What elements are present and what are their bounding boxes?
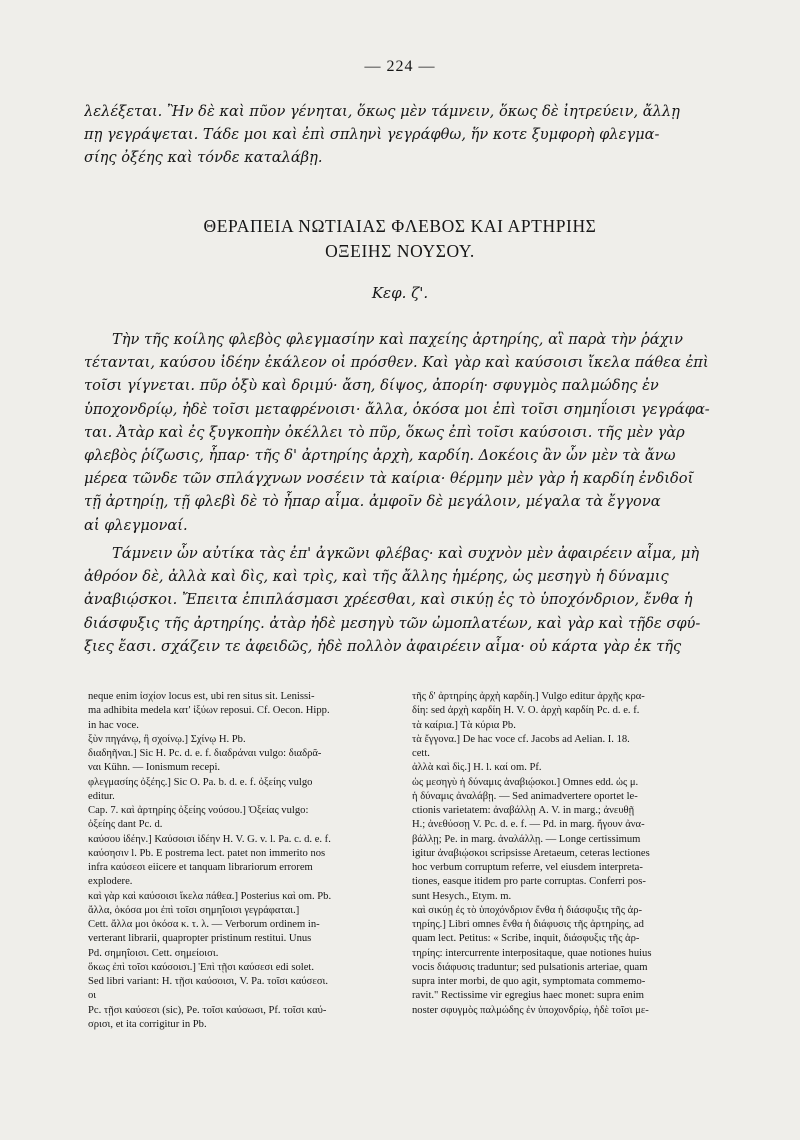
text-line: σίης ὀξέης καὶ τόνδε καταλάβῃ. bbox=[84, 149, 323, 167]
footnote-line: H.; ἀνεθύσσῃ V. Pc. d. e. f. — Pd. in marg. ἤγουν ἀνα- bbox=[412, 819, 645, 831]
footnote-line: καὶ γὰρ καὶ καύσοισι ἴκελα πάθεα.] Posterius καὶ om. Pb. bbox=[88, 890, 332, 902]
footnote-line: Pd. σημηΐοισι. Cett. σημείοισι. bbox=[88, 947, 219, 959]
footnote-line: supra inter morbi, de quo agit, symptomata commemo- bbox=[412, 976, 646, 987]
text-line: ἀθρόον δὲ, ἀλλὰ καὶ δὶς, καὶ τρὶς, καὶ τῆς ἄλλης ἡμέρης, ὡς μεσηγὺ ἡ δύναμις bbox=[84, 568, 669, 586]
footnote-line: sunt Hesych., Etym. m. bbox=[412, 890, 512, 902]
heading-line: ΟΞΕΙΗΣ ΝΟΥΣΟΥ. bbox=[325, 241, 475, 261]
footnote-line: ξὺν πηγάνῳ, ἢ σχοίνῳ.] Σχίνῳ H. Pb. bbox=[88, 733, 246, 745]
text-line: ἀναβιῴσκοι. Ἔπειτα ἐπιπλάσμασι χρέεσθαι, καὶ σικύῃ ἐς τὸ ὑποχόνδριον, ἔνθα ἡ bbox=[84, 591, 693, 609]
footnote-line: σρισι, et ita corrigitur in Pb. bbox=[88, 1018, 207, 1030]
footnote-line: cett. bbox=[412, 748, 430, 759]
text-line: Τὴν τῆς κοίλης φλεβὸς φλεγμασίην καὶ παχείης ἀρτηρίης, αἳ παρὰ τὴν ῥάχιν bbox=[112, 331, 684, 348]
footnote-line: ctionis varietatem: ἀναβάλλῃ A. V. in marg.; ἀνευθῇ bbox=[412, 805, 635, 816]
footnote-line: Cap. 7. καὶ ἀρτηρίης ὀξείης νούσου.] Ὀξείας vulgo: bbox=[88, 805, 309, 816]
footnotes-right-column bbox=[412, 690, 742, 1018]
footnote-line: ὅκως ἐπὶ τοῖσι καύσοισι.] Ἐπὶ τῇσι καύσεσι edi solet. bbox=[88, 961, 314, 973]
footnote-line: ἄλλα, ὁκόσα μοι ἐπὶ τοῖσι σημηΐοισι γεγράφαται.] bbox=[88, 904, 300, 916]
footnote-line: φλεγμασίης ὀξέης.] Sic O. Pa. b. d. e. f. ὀξείης vulgo bbox=[88, 776, 313, 788]
footnote-line: καὶ σικύῃ ἐς τὸ ὑποχόνδριον ἔνθα ἡ διάσφυξις τῆς ἀρ- bbox=[412, 904, 643, 916]
footnote-line: τὰ ἔγγονα.] De hac voce cf. Jacobs ad Aelian. I. 18. bbox=[412, 733, 630, 745]
heading-line: ΘΕΡΑΠΕΙΑ ΝΩΤΙΑΙΑΣ ΦΛΕΒΟΣ ΚΑΙ ΑΡΤΗΡΙΗΣ bbox=[203, 216, 597, 236]
footnote-line: διαδηῆναι.] Sic H. Pc. d. e. f. διαδράναι vulgo: διαδρᾶ- bbox=[88, 748, 322, 759]
footnote-line: ma adhibita medela κατ' ἰξύων reposui. Cf. Oecon. Hipp. bbox=[88, 705, 330, 717]
footnote-line: ὀξείης dant Pc. d. bbox=[88, 819, 163, 831]
text-line: ὑποχονδρίῳ, ἠδὲ τοῖσι μεταφρένοισι· ἄλλα, ὁκόσα μοι ἐπὶ τοῖσι σημηΐοισι γεγράφα- bbox=[84, 400, 710, 418]
page-number: — 224 — bbox=[364, 58, 436, 75]
footnote-line: in hac voce. bbox=[88, 719, 139, 731]
footnote-line: verterant librarii, quapropter pristinum restitui. Unus bbox=[88, 933, 312, 945]
footnote-line: infra καύσεσι eiicere et tanquam librariorum errorem bbox=[88, 862, 313, 873]
footnote-line: ἡ δύναμις ἀναλάβῃ. — Sed animadvertere oportet le- bbox=[412, 790, 638, 802]
footnote-line: τηρίης.] Libri omnes ἔνθα ἡ διάφυσις τῆς ἀρτηρίης, ad bbox=[412, 919, 644, 930]
text-line: ται. Ἀτὰρ καὶ ἐς ξυγκοπὴν ὀκέλλει τὸ πῦρ, ὅκως ἐπὶ τοῖσι καύσοισι. τῆς μὲν γὰρ bbox=[84, 423, 685, 441]
footnote-line: explodere. bbox=[88, 876, 133, 888]
footnote-line: ravit." Rectissime vir egregius haec monet: supra enim bbox=[412, 990, 645, 1002]
text-line: τοῖσι γίγνεται. πῦρ ὀξὺ καὶ δριμύ· ἄση, δίψος, ἀπορίη· σφυγμὸς παλμώδης ἐν bbox=[84, 377, 659, 395]
text-line: μέρεα τῶνδε τῶν σπλάγχνων νοσέειν τὰ καίρια· θέρμην μὲν γὰρ ἡ καρδίη ἐνδιδοῖ bbox=[84, 470, 694, 488]
footnote-line: Cett. ἄλλα μοι ὁκόσα κ. τ. λ. — Verborum ordinem in- bbox=[88, 919, 320, 930]
paragraph-2 bbox=[84, 542, 736, 658]
text-line: πῃ γεγράψεται. Τάδε μοι καὶ ἐπὶ σπληνὶ γεγράφθω, ἥν κοτε ξυμφορὴ φλεγμα- bbox=[84, 126, 660, 144]
text-line: λελέξεται. Ἢν δὲ καὶ πῦον γένηται, ὅκως μὲν τάμνειν, ὅκως δὲ ἰητρεύειν, ἄλλῃ bbox=[84, 103, 680, 120]
footnote-line: hoc verbum corruptum referre, vel eiusdem interpreta- bbox=[412, 862, 643, 873]
text-line: αἱ φλεγμοναί. bbox=[84, 516, 188, 534]
footnote-line: ἀλλὰ καὶ δὶς.] H. l. καί om. Pf. bbox=[412, 762, 542, 774]
footnote-line: τὰ καίρια.] Τὰ κύρια Pb. bbox=[412, 719, 516, 731]
footnote-line: οι bbox=[88, 990, 97, 1002]
footnote-line: Pc. τῇσι καύσεσι (sic), Pe. τοῖσι καύσωσι, Pf. τοῖσι καύ- bbox=[88, 1004, 327, 1016]
section-heading bbox=[0, 214, 800, 264]
chapter-label: Κεφ. ζ'. bbox=[371, 284, 429, 302]
footnote-line: βάλλῃ; Pe. in marg. ἀναλάλλῃ. — Longe certissimum bbox=[412, 833, 641, 845]
footnote-line: τῆς δ' ἀρτηρίης ἀρχὴ καρδίη.] Vulgo editur ἀρχῆς κρα- bbox=[412, 691, 645, 702]
text-line: ξιες ἔασι. σχάζειν τε ἀφειδῶς, ἠδὲ πολλὸν ἀφαιρέειν αἷμα· οὐ κάρτα γὰρ ἐκ τῆς bbox=[84, 637, 682, 655]
footnote-line: quam lect. Petitus: « Scribe, inquit, διάσφυξις τῆς ἀρ- bbox=[412, 933, 640, 945]
footnote-line: editur. bbox=[88, 790, 115, 802]
footnote-line: igitur ἀναβιῴσκοι scripsisse Aretaeum, ceteras lectiones bbox=[412, 847, 650, 859]
footnote-line: Sed libri variant: H. τῇσι καύσοισι, V. Pa. τοῖσι καύσεσι. bbox=[88, 976, 329, 987]
footnote-line: καύσου ἰδέην.] Καύσοισι ἰδέην H. V. G. v. l. Pa. c. d. e. f. bbox=[88, 833, 331, 845]
footnote-line: neque enim ἰσχίον locus est, ubi ren situs sit. Lenissi- bbox=[88, 691, 315, 702]
footnote-line: noster σφυγμὸς παλμώδης ἐν ὑποχονδρίῳ, ἠδὲ τοῖσι με- bbox=[412, 1004, 649, 1016]
paragraph-1 bbox=[84, 328, 736, 537]
footnote-line: ὡς μεσηγὺ ἡ δύναμις ἀναβιῴσκοι.] Omnes edd. ὡς μ. bbox=[412, 776, 639, 788]
text-line: τῇ ἀρτηρίῃ, τῇ φλεβὶ δὲ τὸ ἧπαρ αἷμα. ἀμφοῖν δὲ μεγάλοιν, μέγαλα τὰ ἔγγονα bbox=[84, 493, 661, 511]
top-paragraph bbox=[84, 100, 736, 170]
footnote-line: δίη: sed ἀρχὴ καρδίη H. V. O. ἀρχὴ καρδίη Pc. d. e. f. bbox=[412, 705, 640, 717]
footnote-line: vocis διάφυσις traduntur; sed pulsationis arteriae, quam bbox=[412, 961, 648, 973]
footnotes-left-column bbox=[88, 690, 418, 1032]
text-line: διάσφυξις τῆς ἀρτηρίης. ἀτὰρ ἠδὲ μεσηγὺ τῶν ὠμοπλατέων, καὶ γὰρ καὶ τῇδε σφύ- bbox=[84, 614, 701, 632]
text-line: Τάμνειν ὧν αὐτίκα τὰς ἐπ' ἀγκῶνι φλέβας· καὶ συχνὸν μὲν ἀφαιρέειν αἷμα, μὴ bbox=[112, 545, 700, 562]
footnote-line: καύσησιν l. Pb. E postrema lect. patet non immerito nos bbox=[88, 847, 326, 859]
footnote-line: τηρίης: intercurrente interpositaque, quae notiones huius bbox=[412, 947, 652, 959]
footnote-line: tiones, easque itidem pro parte corruptas. Conferri pos- bbox=[412, 876, 646, 888]
text-line: τέτανται, καύσου ἰδέην ἐκάλεον οἱ πρόσθεν. Καὶ γὰρ καὶ καύσοισι ἴκελα πάθεα ἐπὶ bbox=[84, 354, 709, 372]
text-line: φλεβὸς ῥίζωσις, ἧπαρ· τῆς δ' ἀρτηρίης ἀρχὴ, καρδίη. Δοκέοις ἂν ὧν μὲν τὰ ἄνω bbox=[84, 447, 676, 465]
footnote-line: ναι Kühn. — Ionismum recepi. bbox=[88, 762, 221, 774]
